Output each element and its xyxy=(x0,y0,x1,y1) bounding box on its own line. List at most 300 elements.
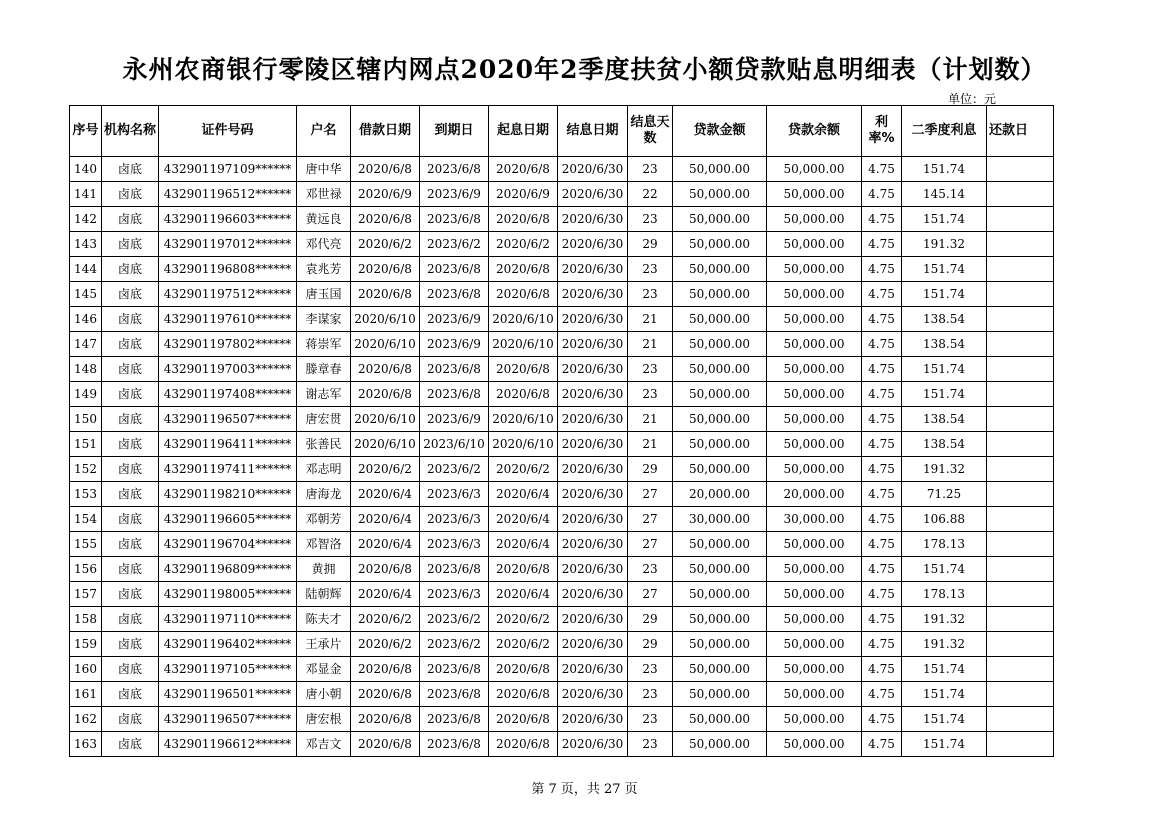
row-days: 21 xyxy=(628,407,673,432)
row-days: 23 xyxy=(628,207,673,232)
row-id: 432901196704****** xyxy=(159,532,297,557)
row-org: 卤底 xyxy=(102,682,159,707)
row-days: 29 xyxy=(628,632,673,657)
row-days: 29 xyxy=(628,232,673,257)
row-end-date: 2020/6/30 xyxy=(558,282,628,307)
table-row xyxy=(70,482,1054,507)
row-name: 邓朝芳 xyxy=(297,507,351,532)
row-rate: 4.75 xyxy=(862,232,902,257)
row-due-date: 2023/6/2 xyxy=(420,607,489,632)
row-name: 袁兆芳 xyxy=(297,257,351,282)
row-repay-date xyxy=(987,207,1054,232)
row-loan-balance: 50,000.00 xyxy=(767,307,862,332)
row-org: 卤底 xyxy=(102,382,159,407)
row-seq: 144 xyxy=(70,257,102,282)
row-loan-amount: 50,000.00 xyxy=(673,382,767,407)
row-due-date: 2023/6/8 xyxy=(420,382,489,407)
row-repay-date xyxy=(987,157,1054,182)
row-rate: 4.75 xyxy=(862,657,902,682)
row-interest: 151.74 xyxy=(902,157,987,182)
row-borrow-date: 2020/6/8 xyxy=(351,257,420,282)
row-org: 卤底 xyxy=(102,532,159,557)
table-row xyxy=(70,307,1054,332)
row-loan-amount: 50,000.00 xyxy=(673,182,767,207)
row-id: 432901197610****** xyxy=(159,307,297,332)
header-due-date: 到期日 xyxy=(420,106,489,157)
row-end-date: 2020/6/30 xyxy=(558,557,628,582)
row-org: 卤底 xyxy=(102,332,159,357)
row-start-date: 2020/6/8 xyxy=(489,657,558,682)
page-footer: 第 7 页，共 27 页 xyxy=(531,782,638,797)
table-row xyxy=(70,182,1054,207)
table-row xyxy=(70,207,1054,232)
table-row xyxy=(70,382,1054,407)
row-end-date: 2020/6/30 xyxy=(558,182,628,207)
row-interest: 151.74 xyxy=(902,657,987,682)
row-due-date: 2023/6/2 xyxy=(420,457,489,482)
row-id: 432901196507****** xyxy=(159,407,297,432)
row-repay-date xyxy=(987,732,1054,757)
row-repay-date xyxy=(987,532,1054,557)
row-days: 23 xyxy=(628,382,673,407)
row-borrow-date: 2020/6/10 xyxy=(351,332,420,357)
row-seq: 147 xyxy=(70,332,102,357)
row-interest: 138.54 xyxy=(902,332,987,357)
row-start-date: 2020/6/2 xyxy=(489,607,558,632)
row-days: 23 xyxy=(628,257,673,282)
row-due-date: 2023/6/2 xyxy=(420,232,489,257)
row-name: 黄远良 xyxy=(297,207,351,232)
row-interest: 151.74 xyxy=(902,282,987,307)
row-due-date: 2023/6/8 xyxy=(420,707,489,732)
table-row xyxy=(70,632,1054,657)
table-row xyxy=(70,507,1054,532)
row-id: 432901198005****** xyxy=(159,582,297,607)
row-loan-amount: 50,000.00 xyxy=(673,307,767,332)
row-start-date: 2020/6/4 xyxy=(489,532,558,557)
row-rate: 4.75 xyxy=(862,332,902,357)
row-days: 23 xyxy=(628,357,673,382)
row-end-date: 2020/6/30 xyxy=(558,507,628,532)
row-end-date: 2020/6/30 xyxy=(558,657,628,682)
row-id: 432901196808****** xyxy=(159,257,297,282)
row-id: 432901196605****** xyxy=(159,507,297,532)
row-start-date: 2020/6/8 xyxy=(489,282,558,307)
row-repay-date xyxy=(987,457,1054,482)
table-row xyxy=(70,432,1054,457)
row-interest: 191.32 xyxy=(902,232,987,257)
row-loan-balance: 50,000.00 xyxy=(767,732,862,757)
row-org: 卤底 xyxy=(102,457,159,482)
row-due-date: 2023/6/2 xyxy=(420,632,489,657)
row-org: 卤底 xyxy=(102,432,159,457)
row-interest: 151.74 xyxy=(902,557,987,582)
row-rate: 4.75 xyxy=(862,707,902,732)
row-seq: 140 xyxy=(70,157,102,182)
row-seq: 152 xyxy=(70,457,102,482)
row-loan-balance: 50,000.00 xyxy=(767,357,862,382)
row-org: 卤底 xyxy=(102,632,159,657)
row-due-date: 2023/6/3 xyxy=(420,582,489,607)
row-name: 唐中华 xyxy=(297,157,351,182)
row-days: 21 xyxy=(628,332,673,357)
row-rate: 4.75 xyxy=(862,557,902,582)
row-seq: 154 xyxy=(70,507,102,532)
row-end-date: 2020/6/30 xyxy=(558,307,628,332)
row-loan-balance: 50,000.00 xyxy=(767,232,862,257)
row-loan-balance: 50,000.00 xyxy=(767,457,862,482)
header-id: 证件号码 xyxy=(159,106,297,157)
row-repay-date xyxy=(987,607,1054,632)
row-repay-date xyxy=(987,232,1054,257)
row-repay-date xyxy=(987,682,1054,707)
row-start-date: 2020/6/10 xyxy=(489,407,558,432)
row-loan-amount: 50,000.00 xyxy=(673,257,767,282)
row-due-date: 2023/6/8 xyxy=(420,207,489,232)
row-due-date: 2023/6/8 xyxy=(420,257,489,282)
row-name: 黄拥 xyxy=(297,557,351,582)
row-days: 27 xyxy=(628,532,673,557)
row-id: 432901197109****** xyxy=(159,157,297,182)
row-days: 27 xyxy=(628,582,673,607)
table-row xyxy=(70,682,1054,707)
row-end-date: 2020/6/30 xyxy=(558,632,628,657)
row-repay-date xyxy=(987,307,1054,332)
row-days: 23 xyxy=(628,557,673,582)
row-loan-balance: 50,000.00 xyxy=(767,632,862,657)
row-rate: 4.75 xyxy=(862,457,902,482)
row-due-date: 2023/6/9 xyxy=(420,332,489,357)
row-id: 432901196501****** xyxy=(159,682,297,707)
row-days: 27 xyxy=(628,482,673,507)
row-name: 邓代亮 xyxy=(297,232,351,257)
row-days: 23 xyxy=(628,732,673,757)
row-days: 23 xyxy=(628,157,673,182)
row-interest: 138.54 xyxy=(902,307,987,332)
row-seq: 149 xyxy=(70,382,102,407)
row-org: 卤底 xyxy=(102,507,159,532)
row-repay-date xyxy=(987,557,1054,582)
row-borrow-date: 2020/6/8 xyxy=(351,357,420,382)
header-loan-amount: 贷款金额 xyxy=(673,106,767,157)
row-rate: 4.75 xyxy=(862,507,902,532)
row-days: 23 xyxy=(628,657,673,682)
row-interest: 178.13 xyxy=(902,582,987,607)
row-loan-amount: 50,000.00 xyxy=(673,632,767,657)
row-loan-amount: 50,000.00 xyxy=(673,232,767,257)
row-id: 432901196507****** xyxy=(159,707,297,732)
row-org: 卤底 xyxy=(102,582,159,607)
row-loan-balance: 20,000.00 xyxy=(767,482,862,507)
row-due-date: 2023/6/3 xyxy=(420,532,489,557)
row-days: 27 xyxy=(628,507,673,532)
row-repay-date xyxy=(987,432,1054,457)
row-borrow-date: 2020/6/4 xyxy=(351,582,420,607)
row-loan-balance: 50,000.00 xyxy=(767,157,862,182)
row-due-date: 2023/6/8 xyxy=(420,357,489,382)
row-interest: 191.32 xyxy=(902,632,987,657)
row-borrow-date: 2020/6/2 xyxy=(351,232,420,257)
row-start-date: 2020/6/8 xyxy=(489,382,558,407)
row-name: 王承片 xyxy=(297,632,351,657)
row-org: 卤底 xyxy=(102,557,159,582)
row-name: 蒋崇军 xyxy=(297,332,351,357)
row-borrow-date: 2020/6/8 xyxy=(351,207,420,232)
row-org: 卤底 xyxy=(102,207,159,232)
row-days: 21 xyxy=(628,432,673,457)
row-interest: 151.74 xyxy=(902,357,987,382)
row-due-date: 2023/6/9 xyxy=(420,407,489,432)
row-org: 卤底 xyxy=(102,157,159,182)
row-seq: 151 xyxy=(70,432,102,457)
row-seq: 143 xyxy=(70,232,102,257)
table-row xyxy=(70,332,1054,357)
row-end-date: 2020/6/30 xyxy=(558,332,628,357)
row-org: 卤底 xyxy=(102,357,159,382)
row-start-date: 2020/6/4 xyxy=(489,482,558,507)
table-row xyxy=(70,407,1054,432)
row-repay-date xyxy=(987,507,1054,532)
row-start-date: 2020/6/8 xyxy=(489,157,558,182)
row-start-date: 2020/6/2 xyxy=(489,232,558,257)
table-row xyxy=(70,157,1054,182)
row-loan-balance: 50,000.00 xyxy=(767,257,862,282)
row-seq: 161 xyxy=(70,682,102,707)
row-end-date: 2020/6/30 xyxy=(558,257,628,282)
row-repay-date xyxy=(987,582,1054,607)
table-row xyxy=(70,457,1054,482)
row-seq: 163 xyxy=(70,732,102,757)
row-interest: 151.74 xyxy=(902,682,987,707)
row-org: 卤底 xyxy=(102,407,159,432)
row-due-date: 2023/6/8 xyxy=(420,157,489,182)
row-name: 陆朝辉 xyxy=(297,582,351,607)
row-id: 432901197512****** xyxy=(159,282,297,307)
table-row xyxy=(70,707,1054,732)
row-loan-amount: 50,000.00 xyxy=(673,707,767,732)
row-repay-date xyxy=(987,632,1054,657)
row-name: 陈夫才 xyxy=(297,607,351,632)
row-borrow-date: 2020/6/4 xyxy=(351,532,420,557)
row-loan-balance: 50,000.00 xyxy=(767,532,862,557)
row-loan-amount: 50,000.00 xyxy=(673,407,767,432)
row-org: 卤底 xyxy=(102,282,159,307)
row-end-date: 2020/6/30 xyxy=(558,207,628,232)
row-end-date: 2020/6/30 xyxy=(558,482,628,507)
row-due-date: 2023/6/3 xyxy=(420,507,489,532)
row-id: 432901197411****** xyxy=(159,457,297,482)
row-due-date: 2023/6/3 xyxy=(420,482,489,507)
header-days: 结息天数 xyxy=(628,106,673,157)
row-name: 唐小朝 xyxy=(297,682,351,707)
row-seq: 159 xyxy=(70,632,102,657)
row-rate: 4.75 xyxy=(862,632,902,657)
table-row xyxy=(70,357,1054,382)
row-borrow-date: 2020/6/10 xyxy=(351,407,420,432)
row-days: 23 xyxy=(628,682,673,707)
row-loan-amount: 50,000.00 xyxy=(673,732,767,757)
row-id: 432901196512****** xyxy=(159,182,297,207)
table-row xyxy=(70,532,1054,557)
row-loan-balance: 50,000.00 xyxy=(767,432,862,457)
row-interest: 145.14 xyxy=(902,182,987,207)
row-repay-date xyxy=(987,182,1054,207)
table-row xyxy=(70,657,1054,682)
row-loan-balance: 30,000.00 xyxy=(767,507,862,532)
row-seq: 162 xyxy=(70,707,102,732)
row-id: 432901196603****** xyxy=(159,207,297,232)
row-borrow-date: 2020/6/2 xyxy=(351,607,420,632)
row-org: 卤底 xyxy=(102,232,159,257)
row-rate: 4.75 xyxy=(862,407,902,432)
row-org: 卤底 xyxy=(102,482,159,507)
row-name: 邓智洛 xyxy=(297,532,351,557)
row-borrow-date: 2020/6/8 xyxy=(351,382,420,407)
row-interest: 151.74 xyxy=(902,707,987,732)
row-rate: 4.75 xyxy=(862,182,902,207)
row-seq: 141 xyxy=(70,182,102,207)
row-start-date: 2020/6/4 xyxy=(489,507,558,532)
row-seq: 155 xyxy=(70,532,102,557)
row-id: 432901196809****** xyxy=(159,557,297,582)
subsidy-table xyxy=(69,105,1054,757)
row-loan-amount: 50,000.00 xyxy=(673,682,767,707)
row-seq: 150 xyxy=(70,407,102,432)
row-interest: 151.74 xyxy=(902,257,987,282)
row-interest: 138.54 xyxy=(902,432,987,457)
unit-label: 单位：元 xyxy=(948,92,997,106)
row-end-date: 2020/6/30 xyxy=(558,157,628,182)
row-id: 432901196612****** xyxy=(159,732,297,757)
row-repay-date xyxy=(987,282,1054,307)
row-loan-amount: 20,000.00 xyxy=(673,482,767,507)
row-loan-balance: 50,000.00 xyxy=(767,707,862,732)
row-name: 谢志军 xyxy=(297,382,351,407)
row-start-date: 2020/6/8 xyxy=(489,707,558,732)
row-loan-amount: 50,000.00 xyxy=(673,532,767,557)
row-borrow-date: 2020/6/4 xyxy=(351,482,420,507)
row-end-date: 2020/6/30 xyxy=(558,682,628,707)
row-borrow-date: 2020/6/2 xyxy=(351,632,420,657)
row-loan-balance: 50,000.00 xyxy=(767,382,862,407)
row-name: 邓世禄 xyxy=(297,182,351,207)
row-loan-balance: 50,000.00 xyxy=(767,607,862,632)
row-rate: 4.75 xyxy=(862,357,902,382)
row-seq: 153 xyxy=(70,482,102,507)
row-loan-amount: 50,000.00 xyxy=(673,282,767,307)
row-seq: 156 xyxy=(70,557,102,582)
row-loan-balance: 50,000.00 xyxy=(767,557,862,582)
table-header xyxy=(70,106,1054,157)
header-row xyxy=(70,106,1054,157)
row-rate: 4.75 xyxy=(862,482,902,507)
row-interest: 138.54 xyxy=(902,407,987,432)
row-seq: 148 xyxy=(70,357,102,382)
row-end-date: 2020/6/30 xyxy=(558,707,628,732)
row-start-date: 2020/6/9 xyxy=(489,182,558,207)
header-name: 户名 xyxy=(297,106,351,157)
row-name: 邓显金 xyxy=(297,657,351,682)
row-start-date: 2020/6/2 xyxy=(489,457,558,482)
row-days: 23 xyxy=(628,707,673,732)
row-org: 卤底 xyxy=(102,607,159,632)
row-interest: 151.74 xyxy=(902,732,987,757)
row-repay-date xyxy=(987,707,1054,732)
row-borrow-date: 2020/6/10 xyxy=(351,307,420,332)
row-rate: 4.75 xyxy=(862,207,902,232)
row-rate: 4.75 xyxy=(862,432,902,457)
row-loan-amount: 50,000.00 xyxy=(673,332,767,357)
row-days: 23 xyxy=(628,282,673,307)
row-borrow-date: 2020/6/8 xyxy=(351,732,420,757)
row-end-date: 2020/6/30 xyxy=(558,407,628,432)
row-interest: 178.13 xyxy=(902,532,987,557)
row-id: 432901196411****** xyxy=(159,432,297,457)
page-title: 永州农商银行零陵区辖内网点2020年2季度扶贫小额贷款贴息明细表（计划数） xyxy=(122,55,1047,84)
row-due-date: 2023/6/8 xyxy=(420,557,489,582)
row-seq: 158 xyxy=(70,607,102,632)
row-borrow-date: 2020/6/8 xyxy=(351,682,420,707)
row-repay-date xyxy=(987,657,1054,682)
row-repay-date xyxy=(987,332,1054,357)
row-seq: 157 xyxy=(70,582,102,607)
header-rate: 利率% xyxy=(862,106,902,157)
row-org: 卤底 xyxy=(102,732,159,757)
row-start-date: 2020/6/4 xyxy=(489,582,558,607)
row-rate: 4.75 xyxy=(862,307,902,332)
row-id: 432901197802****** xyxy=(159,332,297,357)
row-loan-balance: 50,000.00 xyxy=(767,332,862,357)
row-interest: 106.88 xyxy=(902,507,987,532)
row-start-date: 2020/6/8 xyxy=(489,257,558,282)
row-end-date: 2020/6/30 xyxy=(558,357,628,382)
row-days: 29 xyxy=(628,457,673,482)
row-rate: 4.75 xyxy=(862,732,902,757)
header-repay-date: 还款日 xyxy=(987,106,1054,157)
row-due-date: 2023/6/8 xyxy=(420,732,489,757)
table-row xyxy=(70,557,1054,582)
row-id: 432901197408****** xyxy=(159,382,297,407)
row-name: 唐海龙 xyxy=(297,482,351,507)
row-seq: 142 xyxy=(70,207,102,232)
table-row xyxy=(70,257,1054,282)
row-end-date: 2020/6/30 xyxy=(558,382,628,407)
table-row xyxy=(70,732,1054,757)
row-loan-balance: 50,000.00 xyxy=(767,407,862,432)
row-borrow-date: 2020/6/8 xyxy=(351,157,420,182)
row-borrow-date: 2020/6/9 xyxy=(351,182,420,207)
row-loan-balance: 50,000.00 xyxy=(767,182,862,207)
row-start-date: 2020/6/8 xyxy=(489,732,558,757)
row-borrow-date: 2020/6/8 xyxy=(351,707,420,732)
header-interest: 二季度利息 xyxy=(902,106,987,157)
row-name: 邓志明 xyxy=(297,457,351,482)
row-id: 432901196402****** xyxy=(159,632,297,657)
row-loan-balance: 50,000.00 xyxy=(767,582,862,607)
row-loan-amount: 50,000.00 xyxy=(673,457,767,482)
table-row xyxy=(70,607,1054,632)
row-borrow-date: 2020/6/8 xyxy=(351,557,420,582)
row-loan-amount: 50,000.00 xyxy=(673,157,767,182)
row-interest: 71.25 xyxy=(902,482,987,507)
row-due-date: 2023/6/8 xyxy=(420,282,489,307)
row-name: 邓吉文 xyxy=(297,732,351,757)
row-start-date: 2020/6/8 xyxy=(489,682,558,707)
row-name: 唐玉国 xyxy=(297,282,351,307)
row-start-date: 2020/6/10 xyxy=(489,307,558,332)
row-org: 卤底 xyxy=(102,707,159,732)
row-interest: 191.32 xyxy=(902,607,987,632)
